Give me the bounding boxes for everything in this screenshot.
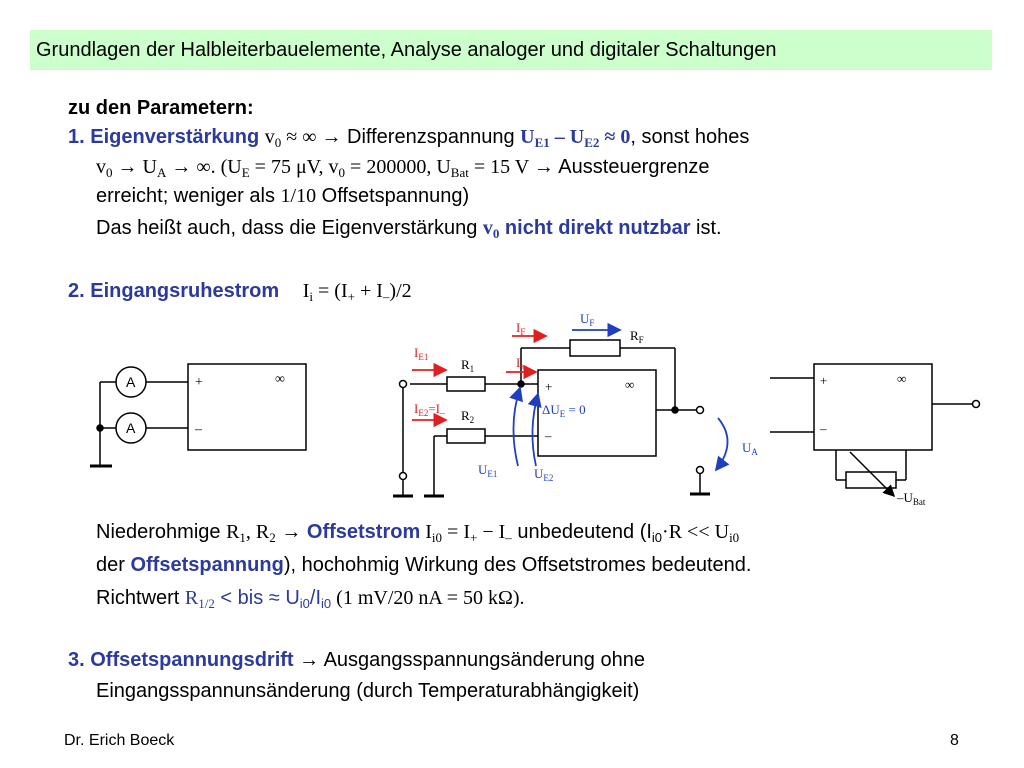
label-r1: $R_1$	[461, 357, 475, 374]
item1-line3: erreicht; weniger als 1/10 Offsetspannung)	[96, 185, 470, 207]
label-if: $I_F$	[516, 320, 526, 337]
item3-label: 3. Offsetspannungsdrift	[68, 649, 294, 671]
potentiometer	[846, 472, 896, 488]
item1-formula: $v_0$ ≈ ∞ →	[264, 126, 342, 150]
item3-line1: 3. Offsetspannungsdrift → Ausgangsspannungsänderung ohne	[68, 649, 645, 671]
label-ue2: $U_{E2}$	[534, 466, 554, 483]
label-iplus: $I_+$	[516, 355, 526, 372]
offset-line2: der Offsetspannung), hochohmig Wirkung des Offsetstromes bedeutend.	[96, 554, 752, 576]
label-uf: $U_F$	[580, 311, 595, 328]
label-ie2: $I_{E2}=I_-$	[414, 401, 446, 419]
item1-ue-diff: $U_{E1} - U_{E2} \approx 0$	[520, 126, 631, 150]
slide-title: Grundlagen der Halbleiterbauelemente, Analyse analoger und digitaler Schaltungen	[30, 30, 992, 70]
label-ua: $U_A$	[742, 440, 758, 457]
item1-label: 1. Eigenverstärkung	[68, 126, 260, 148]
left-opamp-box	[188, 364, 306, 450]
resistor-rf	[570, 340, 620, 356]
resistor-r2	[447, 429, 485, 443]
params-heading: zu den Parametern:	[68, 97, 254, 119]
label-rf: $R_F$	[630, 328, 644, 345]
item1-line1: 1. Eigenverstärkung $v_0$ ≈ ∞ → Differenzspannung $U_{E1} - U_{E2} \approx 0$, sonst hohes	[68, 126, 750, 150]
right-inf: ∞	[897, 371, 907, 386]
item1-line4: Das heißt auch, dass die Eigenverstärkung $v_0$ nicht direkt nutzbar ist.	[96, 217, 722, 241]
item3-line2: Eingangsspannunsänderung (durch Temperaturabhängigkeit)	[96, 680, 640, 702]
middle-plus: +	[545, 379, 553, 394]
left-plus: +	[195, 375, 203, 390]
label-ue1: $U_{E1}$	[478, 462, 498, 479]
label-ie1: $I_{E1}$	[414, 345, 429, 362]
middle-inf: ∞	[625, 377, 635, 392]
offset-line3: Richtwert $R_{1/2}$ < bis ≈ $U_{i0}/I_{i0}$ (1 mV/20 nA = 50 kΩ).	[96, 587, 525, 611]
right-minus: –	[820, 421, 827, 436]
left-minus: –	[195, 422, 202, 437]
right-plus: +	[820, 373, 828, 388]
ammeter-1-label: A	[126, 374, 136, 390]
item2-formula: $I_i = (I_+ + I_-)/2$	[302, 280, 412, 304]
item2-label: 2. Eingangsruhestrom	[68, 280, 280, 302]
resistor-r1	[447, 377, 485, 391]
ammeter-2-label: A	[126, 420, 136, 436]
right-circuit	[770, 364, 980, 496]
label-delta-ue: $\Delta U_E = 0$	[542, 402, 586, 419]
item1-line2: $v_0 \to U_A$ → ∞. ($U_E = 75$ μV, $v_0 = 200000$, $U_{Bat} = 15$ V → Aussteuergrenze	[96, 156, 710, 180]
footer-author: Dr. Erich Boeck	[64, 732, 175, 749]
left-inf: ∞	[275, 372, 285, 387]
middle-minus: –	[545, 428, 552, 443]
right-opamp-box	[814, 364, 932, 450]
offset-line1: Niederohmige $R_1$, $R_2$ → Offsetstrom $I_{i0} = I_+ - I_-$ unbedeutend ($I_{i0}\cdot R << U_{i0}$	[96, 521, 740, 545]
page-number: 8	[950, 732, 959, 749]
label-ubat: $-U_{Bat}$	[897, 490, 926, 507]
label-r2: $R_2$	[461, 408, 475, 425]
